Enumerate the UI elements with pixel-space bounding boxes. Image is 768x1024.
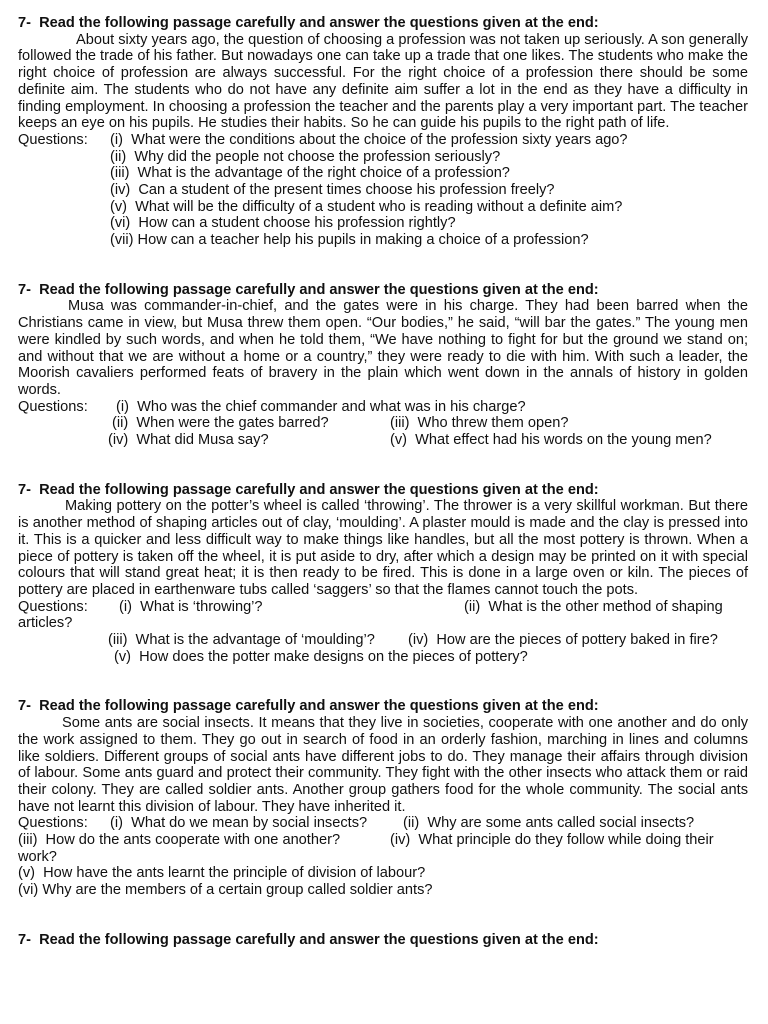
questions-label: Questions: [18,398,88,415]
question-item: articles? [18,615,73,632]
question-item: (ii) When were the gates barred? [112,415,329,432]
question-item: (ii) What is the other method of shaping [464,598,723,615]
questions-label: Questions: [18,598,88,615]
question-item: work? [18,848,57,865]
section-3 [18,482,748,666]
questions-label: Questions: [18,131,88,148]
question-row [18,849,748,866]
section-heading: 7- Read the following passage carefully and answer the questions given at the end: [18,481,599,498]
question-item: (i) What were the conditions about the choice of the profession sixty years ago? [110,131,628,148]
question-row [18,632,748,649]
question-item: (iv) What did Musa say? [108,432,269,449]
question-row [18,615,748,632]
question-row [18,132,748,149]
passage-1-text: About sixty years ago, the question of choosing a profession was not taken up seriously. A son generally followed the trade of his father. But nowadays one can take up a trade that one likes. The students who make the right choice of profession are always successful. For the right choice of a profession there should be some definite aim. The students who do not have any definite aim suffer a lot in the end as they have a difficulty in finding employment. In choosing a profession the teacher and the parents play a very important part. The teacher keeps an eye on his pupils. He studies their habits. So he can guide his pupils to the right path of life. [18,31,748,132]
question-item: (vi) How can a student choose his profession rightly? [110,215,456,232]
section-heading: 7- Read the following passage carefully and answer the questions given at the end: [18,931,599,948]
question-item: (iii) What is the advantage of the right choice of a profession? [110,165,510,182]
question-item: (vi) Why are the members of a certain group called soldier ants? [18,882,433,899]
question-row [18,882,748,899]
passage-2-text: Musa was commander-in-chief, and the gates were in his charge. They had been barred when the Christians came in view, but Musa threw them open. “Our bodies,” he said, “will bar the gates.” The young men were kindled by such words, and when he told them, “We have nothing to fight for but the ground we stand on; and without that we are without a home or a country,” they were ready to die with him. With such a leader, the Moorish cavaliers performed feats of bravery in the plain which went down in the annals of history in golden words. [18,298,748,398]
question-item: (i) Who was the chief commander and what was in his charge? [116,398,526,415]
question-row [18,649,748,666]
section-4 [18,698,748,898]
question-item: (v) How have the ants learnt the principle of division of labour? [18,865,426,882]
question-item: (vii) How can a teacher help his pupils in making a choice of a profession? [110,232,589,249]
question-row [18,215,748,232]
section-5 [18,932,748,949]
question-item: (iii) How do the ants cooperate with one another? [18,832,341,848]
question-row [18,232,748,249]
question-item: (iv) What principle do they follow while doing their [390,832,714,848]
question-row [18,165,748,182]
passage-4-text: Some ants are social insects. It means that they live in societies, cooperate with one another and do only the work assigned to them. They go out in search of food in an orderly fashion, marching in lines and columns like soldiers. Different groups of social ants have different jobs to do. They manage their affairs through division of labour. Some ants guard and protect their community. They fight with the other insects who attack them or raid their colony. They are called soldier ants. Another group gathers food for the whole community. The social ants have not learnt this division of labour. They have inherited it. [18,715,748,815]
question-item: (ii) Why are some ants called social insects? [403,815,695,832]
section-2 [18,282,748,449]
question-item: (iv) How are the pieces of pottery baked in fire? [408,632,718,649]
question-row [18,199,748,216]
question-item: (ii) Why did the people not choose the profession seriously? [110,148,501,165]
question-item: (v) How does the potter make designs on the pieces of pottery? [114,648,528,665]
question-item: (i) What is ‘throwing’? [119,598,263,615]
question-item: (v) What effect had his words on the young men? [390,432,712,449]
question-item: (iii) Who threw them open? [390,415,569,432]
question-row [18,149,748,166]
questions-label: Questions: [18,815,88,832]
section-1 [18,15,748,249]
section-heading: 7- Read the following passage carefully and answer the questions given at the end: [18,698,599,715]
question-row [18,432,748,449]
section-heading: 7- Read the following passage carefully and answer the questions given at the end: [18,15,599,31]
question-item: (iv) Can a student of the present times choose his profession freely? [110,181,555,198]
question-row [18,815,748,832]
question-item: (i) What do we mean by social insects? [110,815,368,832]
question-row [18,599,748,616]
question-row [18,832,748,849]
section-heading: 7- Read the following passage carefully and answer the questions given at the end: [18,281,599,298]
passage-3-text: Making pottery on the potter’s wheel is called ‘throwing’. The thrower is a very skillful workman. But there is another method of shaping articles out of clay, ‘moulding’. A plaster mould is made and the clay is pressed into it. This is a quicker and less difficult way to make things like handles, but all the most pottery is thrown. When a piece of pottery is taken off the wheel, it is put aside to dry, after which a design may be printed on it with special colours that will stand great heat; it is then ready to be fired. This is done in a large oven or kiln. The pieces of pottery are placed in earthenware tubs called ‘saggers’ so that the flames cannot touch the pots. [18,498,748,598]
question-row [18,415,748,432]
question-row [18,182,748,199]
question-row [18,865,748,882]
question-row [18,399,748,416]
question-item: (v) What will be the difficulty of a student who is reading without a definite aim? [110,198,623,215]
question-item: (iii) What is the advantage of ‘moulding’? [108,632,375,649]
